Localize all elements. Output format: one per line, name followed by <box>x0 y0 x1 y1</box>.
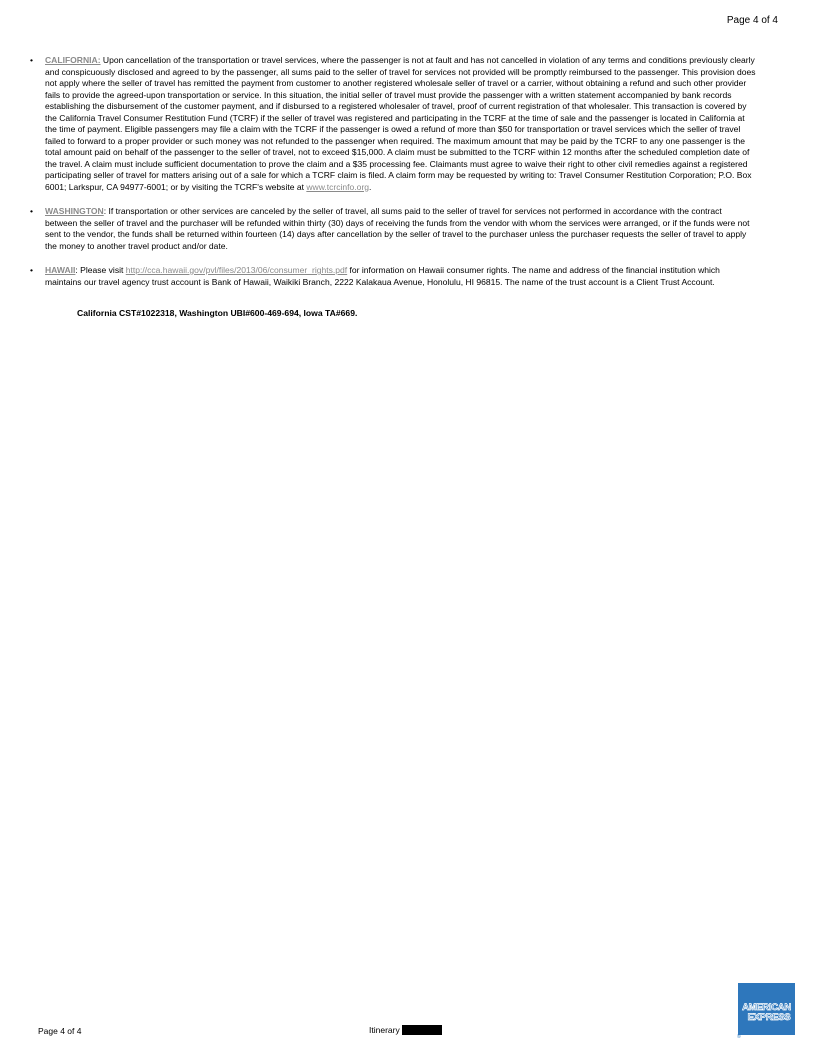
hawaii-notice <box>30 265 756 288</box>
california-text: Upon cancellation of the transportation or travel services, where the passenger is not at fault and has not cancelled in violation of any terms and conditions previously clearly and conspicuously disclosed and agreed to by the passenger, all sums paid to the seller of travel for services not provided will be promptly reimbursed to the passenger. This provision does not apply where the seller of travel has remitted the payment from customer to another registered wholesale seller of travel or a carrier, without obtaining a refund and such other provider fails to provide the agreed-upon transportation or service. In this situation, the initial seller of travel must provide the passenger with a written statement accompanied by bank records establishing the disbursement of the customer payment, and if disbursed to a registered wholesaler of travel, proof of current registration of that wholesaler. This transaction is covered by the California Travel Consumer Restitution Fund (TCRF) if the seller of travel was registered and participating in the TCRF at the time of sale and the passenger is located in California at the time of payment. Eligible passengers may file a claim with the TCRF if the passenger is owed a refund of more than $50 for transportation or travel services which the seller of travel failed to forward to a proper provider or such money was not refunded to the passenger when required. The maximum amount that may be paid by the TCRF to any one passenger is the total amount paid on behalf of the passenger to the seller of travel, not to exceed $15,000. A claim must be submitted to the TCRF within 12 months after the scheduled completion date of the travel. A claim must include sufficient documentation to prove the claim and a $35 processing fee. Claimants must agree to waive their right to other civil remedies against a registered participating seller of travel for matters arising out of a sale for which a TCRF claim is filed. A claim form may be requested by writing to: Travel Consumer Restitution Corporation; P.O. Box 6001; Larkspur, CA 94977-6001; or by visiting the TCRF's website at <box>45 55 756 192</box>
california-text-end: . <box>369 181 372 192</box>
logo-registered-mark: ® <box>737 1034 741 1040</box>
washington-text: : If transportation or other services are canceled by the seller of travel, all sums paid to the seller of travel for services not performed in accordance with the contract between the seller of travel and the purchaser will be refunded within thirty (30) days of receiving the funds from the vendor with whom the services were arranged, or if the funds were not sent to the vendor, the funds shall be returned within fourteen (14) days after cancellation by the seller of travel to the purchaser unless the purchaser requests the seller of travel to apply the money to another travel product and/or date. <box>45 206 750 251</box>
bullet: • <box>30 265 33 275</box>
california-notice <box>30 55 756 193</box>
redacted-itinerary-number <box>402 1025 442 1035</box>
legal-notices <box>30 55 756 320</box>
logo-text-express: EXPRESS <box>747 1012 791 1023</box>
itinerary-label: Itinerary <box>369 1025 400 1035</box>
bullet: • <box>30 55 33 65</box>
washington-notice <box>30 206 756 252</box>
itinerary-footer <box>369 1025 442 1035</box>
hawaii-text: : Please visit <box>75 265 126 275</box>
hawaii-consumer-rights-link[interactable]: http://cca.hawaii.gov/pvl/files/2013/06/consumer_rights.pdf <box>125 265 348 275</box>
license-numbers: California CST#1022318, Washington UBI#600-469-694, Iowa TA#669. <box>77 308 358 318</box>
page-number-header: Page 4 of 4 <box>726 15 778 26</box>
hawaii-text-end: for information on Hawaii consumer rights. The name and address of the financial institution which maintains our travel agency trust account is Bank of Hawaii, Waikiki Branch, 2222 Kalakaua Avenue, Honolulu, HI 96815. The name of the trust account is a Client Trust Account. <box>45 265 720 287</box>
logo-text-american: AMERICAN <box>742 1002 791 1013</box>
american-express-logo <box>738 983 795 1038</box>
hawaii-link[interactable]: HAWAII <box>45 265 76 275</box>
california-link[interactable]: CALIFORNIA: <box>45 55 101 65</box>
bullet: • <box>30 206 33 216</box>
tcrf-website-link[interactable]: www.tcrcinfo.org <box>306 181 370 192</box>
page-number-footer: Page 4 of 4 <box>38 1026 82 1036</box>
washington-link[interactable]: WASHINGTON <box>45 206 104 216</box>
